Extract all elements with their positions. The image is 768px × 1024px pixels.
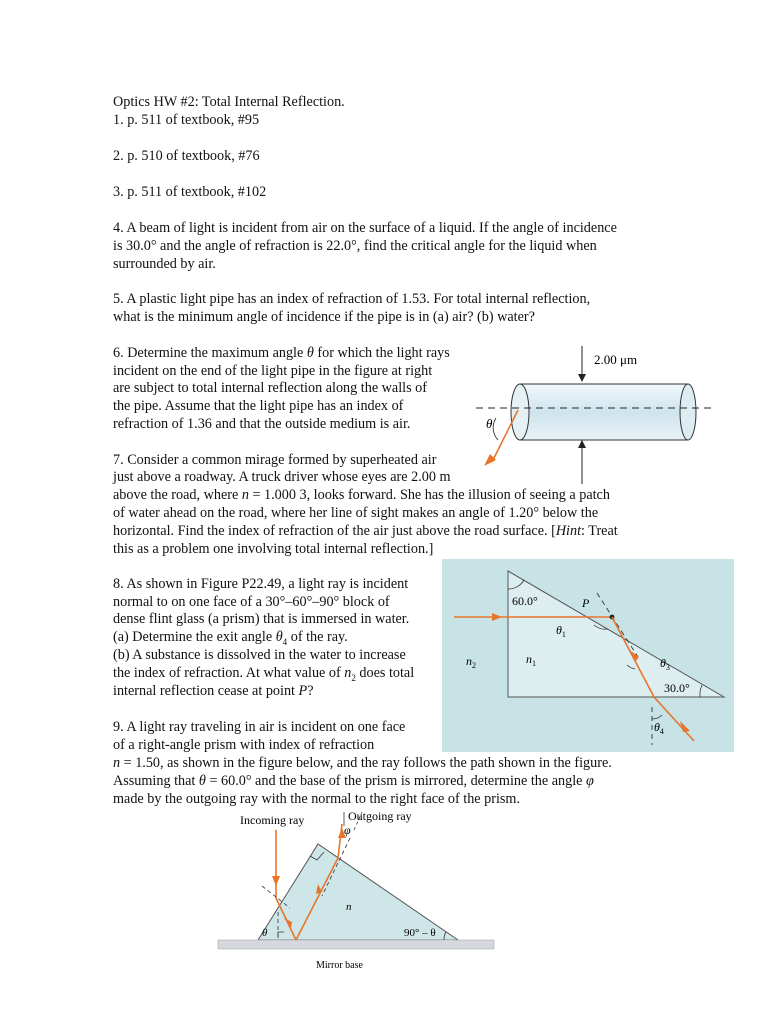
page-title: Optics HW #2: Total Internal Reflection.: [113, 94, 345, 110]
theta1-label: $\theta_1$: [556, 623, 566, 639]
question-8-line: dense flint glass (a prism) that is immersed in water.: [113, 611, 410, 627]
question-7-line: just above a roadway. A truck driver whose eyes are 2.00 m: [113, 469, 451, 485]
question-5-line: 5. A plastic light pipe has an index of refraction of 1.53. For total internal reflection,: [113, 291, 591, 307]
question-4-line: surrounded by air.: [113, 256, 216, 272]
question-7-line: horizontal. Find the index of refraction of the air just above the road surface. [Hint: Treat: [113, 523, 618, 539]
question-8-line: 8. As shown in Figure P22.49, a light ray is incident: [113, 576, 409, 592]
question-7-line: 7. Consider a common mirage formed by superheated air: [113, 452, 437, 468]
pipe-diameter-label: 2.00 μm: [594, 352, 638, 367]
question-4-line: is 30.0° and the angle of refraction is 22.0°, find the critical angle for the liquid when: [113, 238, 597, 254]
n2-label: $n_2$: [466, 654, 476, 670]
mirror-prism-figure: [218, 808, 498, 973]
point-p-label: P: [582, 596, 590, 610]
question-7-line: above the road, where n = 1.000 3, looks forward. She has the illusion of seeing a patch: [113, 487, 610, 503]
question-9-line: 9. A light ray traveling in air is incident on one face: [113, 719, 406, 735]
theta3-label: $\theta_3$: [660, 656, 670, 672]
question-6-line: are subject to total internal reflection along the walls of: [113, 380, 427, 396]
angle-30-label: 30.0°: [664, 681, 690, 695]
question-5-line: what is the minimum angle of incidence if the pipe is in (a) air? (b) water?: [113, 309, 535, 325]
outgoing-ray: [338, 824, 342, 858]
mirror-base: [218, 940, 494, 949]
outgoing-ray-label: Outgoing ray: [348, 809, 412, 823]
question-9-line: made by the outgoing ray with the normal to the right face of the prism.: [113, 791, 520, 807]
question-6-line: 6. Determine the maximum angle θ for which the light rays: [113, 345, 450, 361]
question-8-line: (a) Determine the exit angle $\theta_4$ of the ray.: [113, 629, 348, 647]
question-2: 2. p. 510 of textbook, #76: [113, 148, 260, 164]
theta-label: θ: [486, 416, 493, 431]
prism: [258, 844, 458, 940]
n1-label: $n_1$: [526, 652, 536, 668]
question-8-line: (b) A substance is dissolved in the water to increase: [113, 647, 406, 663]
angle-60-label: 60.0°: [512, 594, 538, 608]
question-6-line: the pipe. Assume that the light pipe has an index of: [113, 398, 404, 414]
phi-label: φ: [344, 823, 351, 837]
question-9-line: n = 1.50, as shown in the figure below, and the ray follows the path shown in the figure.: [113, 755, 612, 771]
prism-water-figure: [442, 559, 734, 752]
question-4-line: 4. A beam of light is incident from air on the surface of a liquid. If the angle of incidence: [113, 220, 617, 236]
angle-label: 90° – θ: [404, 927, 436, 939]
question-1: 1. p. 511 of textbook, #95: [113, 112, 260, 128]
question-7-line: of water ahead on the road, where her line of sight makes an angle of 1.20° below the: [113, 505, 599, 521]
question-9-line: of a right-angle prism with index of refraction: [113, 737, 375, 753]
theta4-label: $\theta_4$: [654, 720, 664, 736]
light-pipe: [520, 384, 688, 440]
question-7-line: this as a problem one involving total internal reflection.]: [113, 541, 434, 557]
question-6-line: incident on the end of the light pipe in the figure at right: [113, 363, 433, 379]
question-8-line: the index of refraction. At what value of $n_2$ does total: [113, 665, 415, 683]
question-9-line: Assuming that θ = 60.0° and the base of the prism is mirrored, determine the angle φ: [113, 773, 594, 789]
question-3: 3. p. 511 of textbook, #102: [113, 184, 267, 200]
question-8-line: internal reflection cease at point P?: [113, 683, 314, 699]
theta-label: θ: [262, 927, 268, 939]
light-pipe-figure: [470, 344, 720, 494]
incident-ray: [492, 410, 518, 462]
mirror-base-label: Mirror base: [316, 960, 363, 971]
n-label: n: [346, 901, 352, 913]
question-6-line: refraction of 1.36 and that the outside medium is air.: [113, 416, 411, 432]
question-8-line: normal to on one face of a 30°–60°–90° block of: [113, 594, 390, 610]
incoming-ray-label: Incoming ray: [240, 813, 305, 827]
